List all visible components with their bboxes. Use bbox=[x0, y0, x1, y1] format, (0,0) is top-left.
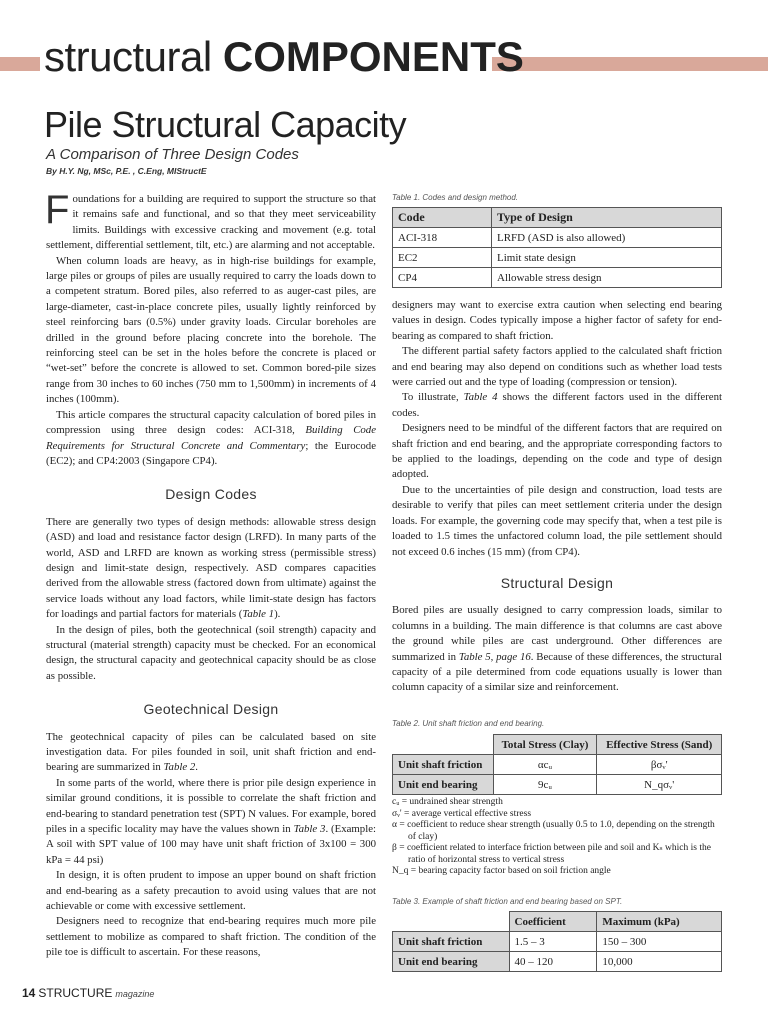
table-header-row: Coefficient Maximum (kPa) bbox=[393, 912, 722, 932]
paragraph: This article compares the structural capacity calculation of bored piles in compression using three design codes: ACI-318, Building Code Requirements for Structural Concrete and Commentary; the Eurocode (EC2); and CP4:2003 (Singapore CP4). bbox=[46, 408, 376, 467]
banner-word-structural: structural bbox=[44, 33, 212, 80]
table-reference: Table 4 bbox=[463, 391, 498, 404]
paragraph: Designers need to recognize that end-bearing requires much more pile settlement to mobilize as compared to shaft friction. The condition of the pile toe is difficult to ascertain. For these reasons, bbox=[46, 915, 376, 959]
table-row: EC2 Limit state design bbox=[393, 248, 722, 268]
table1-caption: Table 1. Codes and design method. bbox=[392, 193, 519, 202]
heading-geotechnical-design: Geotechnical Design bbox=[143, 701, 279, 718]
paragraph: There are generally two types of design methods: allowable stress design (ASD) and load and resistance factor design (LRFD). In many parts of the world, ASD and LRFD are known as working stress (permissible stress) design and limit-state design, respectively. ASD compares capacities derived from the allowable stress (factored down from ultimate) against the service loads without any load factors, while limit-state design has factors for loadings and partial factors for materials (Table 1). bbox=[46, 515, 376, 621]
table-row: Unit end bearing 9cᵤ N_qσᵥ' bbox=[393, 775, 722, 795]
table-row: ACI-318 LRFD (ASD is also allowed) bbox=[393, 228, 722, 248]
paragraph: Due to the uncertainties of pile design and construction, load tests are desirable to verify that piles can meet settlement criteria under the design loads. For example, the governing code may specify that, when a test pile is loaded to 1.5 times the unfactored column load, the pile settlement should not exceed 0.6 inches (15 mm) (from CP4). bbox=[392, 483, 722, 558]
legend-item: α = coefficient to reduce shear strength (usually 0.5 to 1.0, depending on the strength of clay) bbox=[392, 820, 715, 842]
table2 bbox=[392, 734, 722, 795]
paragraph: The different partial safety factors applied to the calculated shaft friction and end bearing may also depend on conditions such as whether load tests were carried out and the type of loading (compression or tension). bbox=[392, 345, 722, 389]
heading-structural-design: Structural Design bbox=[500, 574, 614, 591]
table3 bbox=[392, 911, 722, 972]
paragraph: In design, it is often prudent to impose an upper bound on shaft friction and end-bearing as a safety precaution to avoid using values that are not achievable or come with excessive settlement. bbox=[46, 869, 376, 913]
table-row: Unit shaft friction αcᵤ βσᵥ' bbox=[393, 755, 722, 775]
table3-caption: Table 3. Example of shaft friction and end bearing based on SPT. bbox=[392, 897, 623, 906]
paragraph: In the design of piles, both the geotechnical (soil strength) capacity and structural (material strength) capacity must be checked. For an economical design, the structural capacity and geotechnical capacity should be as close as possible. bbox=[46, 623, 376, 682]
legend-item: σᵥ' = average vertical effective stress bbox=[392, 808, 532, 819]
article-byline: By H.Y. Ng, MSc, P.E. , C.Eng, MIStructE bbox=[46, 166, 207, 176]
banner-word-components: COMPONENTS bbox=[222, 33, 524, 80]
page-number: 14 bbox=[22, 986, 36, 1000]
legend-item: cᵤ = undrained shear strength bbox=[392, 797, 503, 807]
paragraph: Designers need to be mindful of the different factors that are required on shaft friction and end bearing, and the appropriate corresponding factors to be applied to the loadings, depending on the code and type of design adopted. bbox=[392, 422, 722, 481]
table1 bbox=[392, 207, 722, 288]
heading-design-codes: Design Codes bbox=[165, 486, 257, 503]
section-banner bbox=[44, 34, 524, 80]
table-header-row bbox=[393, 208, 722, 228]
paragraph: To illustrate, Table 4 shows the different factors used in the different codes. bbox=[392, 391, 722, 419]
article-title: Pile Structural Capacity bbox=[44, 104, 407, 145]
table-header: Type of Design bbox=[492, 208, 722, 228]
paragraph: The geotechnical capacity of piles can be calculated based on site investigation data. For piles founded in soil, unit shaft friction and end-bearing are summarized in Table 2. bbox=[46, 730, 376, 774]
paragraph: designers may want to exercise extra caution when selecting end bearing values in design. Codes typically impose a higher factor of safety for end-bearing as compared to shaft friction. bbox=[392, 299, 722, 342]
table-header-row: Total Stress (Clay) Effective Stress (Sand) bbox=[393, 735, 722, 755]
article-subtitle: A Comparison of Three Design Codes bbox=[46, 146, 299, 163]
table-reference: Table 1 bbox=[242, 608, 275, 621]
legend-item: N_q = bearing capacity factor based on soil friction angle bbox=[392, 866, 611, 876]
table-reference: Table 2 bbox=[163, 761, 196, 774]
table-row: Unit shaft friction 1.5 – 3 150 – 300 bbox=[393, 932, 722, 952]
banner-bar-left bbox=[0, 57, 40, 71]
legend-item: β = coefficient related to interface friction between pile and soil and Kₛ which is the ratio of horizontal stress to vertical stress bbox=[392, 843, 711, 865]
page-footer bbox=[22, 986, 154, 1001]
left-column bbox=[45, 188, 377, 961]
right-column bbox=[392, 298, 722, 696]
table2-legend bbox=[392, 797, 722, 878]
paragraph: When column loads are heavy, as in high-rise buildings for example, large piles or groups of piles are usually required to carry the loads down to a competent stratum. Bored piles, also referred to as auger-cast piles, are large-diameter, cast-in-place concrete piles, usually lightly reinforced by steel reinforcing bars (0.5%) under gravity loads. Circular boreholes are drilled in the ground before placing concrete into the borehole. The reinforcing steel can be set in the holes before the concrete is placed or “wet-set” before the concrete is allowed to set. Common bored-pile sizes range from 30 inches to 60 inches (750 mm to 1,500mm) in increments of 4 inches (100mm). bbox=[46, 254, 376, 406]
paragraph: Bored piles are usually designed to carry compression loads, similar to columns in a building. The main difference is that columns are cast above the ground while piles are cast underground. Other differences are summarized in Table 5, page 16. Because of these differences, the structural capacity of a pile determined from code equations usually is lower than column capacity of a similar size and reinforcement. bbox=[392, 604, 722, 694]
table-reference: Table 3 bbox=[293, 823, 326, 836]
paragraph: In some parts of the world, where there is prior pile design experience in similar ground conditions, it is possible to correlate the shaft friction and end-bearing to standard penetration test (SPT) N values. For example, bored piles in a specific locality may have the values shown in Table 3. (Example: A soil with SPT value of 100 may have unit shaft friction of 3x100 = 300 kPa = 44 psi) bbox=[46, 776, 377, 866]
table-row: CP4 Allowable stress design bbox=[393, 268, 722, 288]
drop-cap: F bbox=[45, 188, 70, 232]
table-header: Code bbox=[393, 208, 492, 228]
table-row: Unit end bearing 40 – 120 10,000 bbox=[393, 952, 722, 972]
table-reference: Table 5, page 16 bbox=[458, 650, 531, 663]
magazine-suffix: magazine bbox=[115, 989, 155, 999]
table2-caption: Table 2. Unit shaft friction and end bearing. bbox=[392, 719, 545, 728]
intro-paragraph: Foundations for a building are required to support the structure so that it remains safe and functional, and so that they meet serviceability limits. Buildings with excessive cracking and movement (e.g. total settlement, differential settlement, tilt, etc.) are alarming and not acceptable. bbox=[45, 188, 376, 252]
banner-bar-right bbox=[492, 57, 768, 71]
magazine-name: STRUCTURE bbox=[38, 986, 113, 1000]
